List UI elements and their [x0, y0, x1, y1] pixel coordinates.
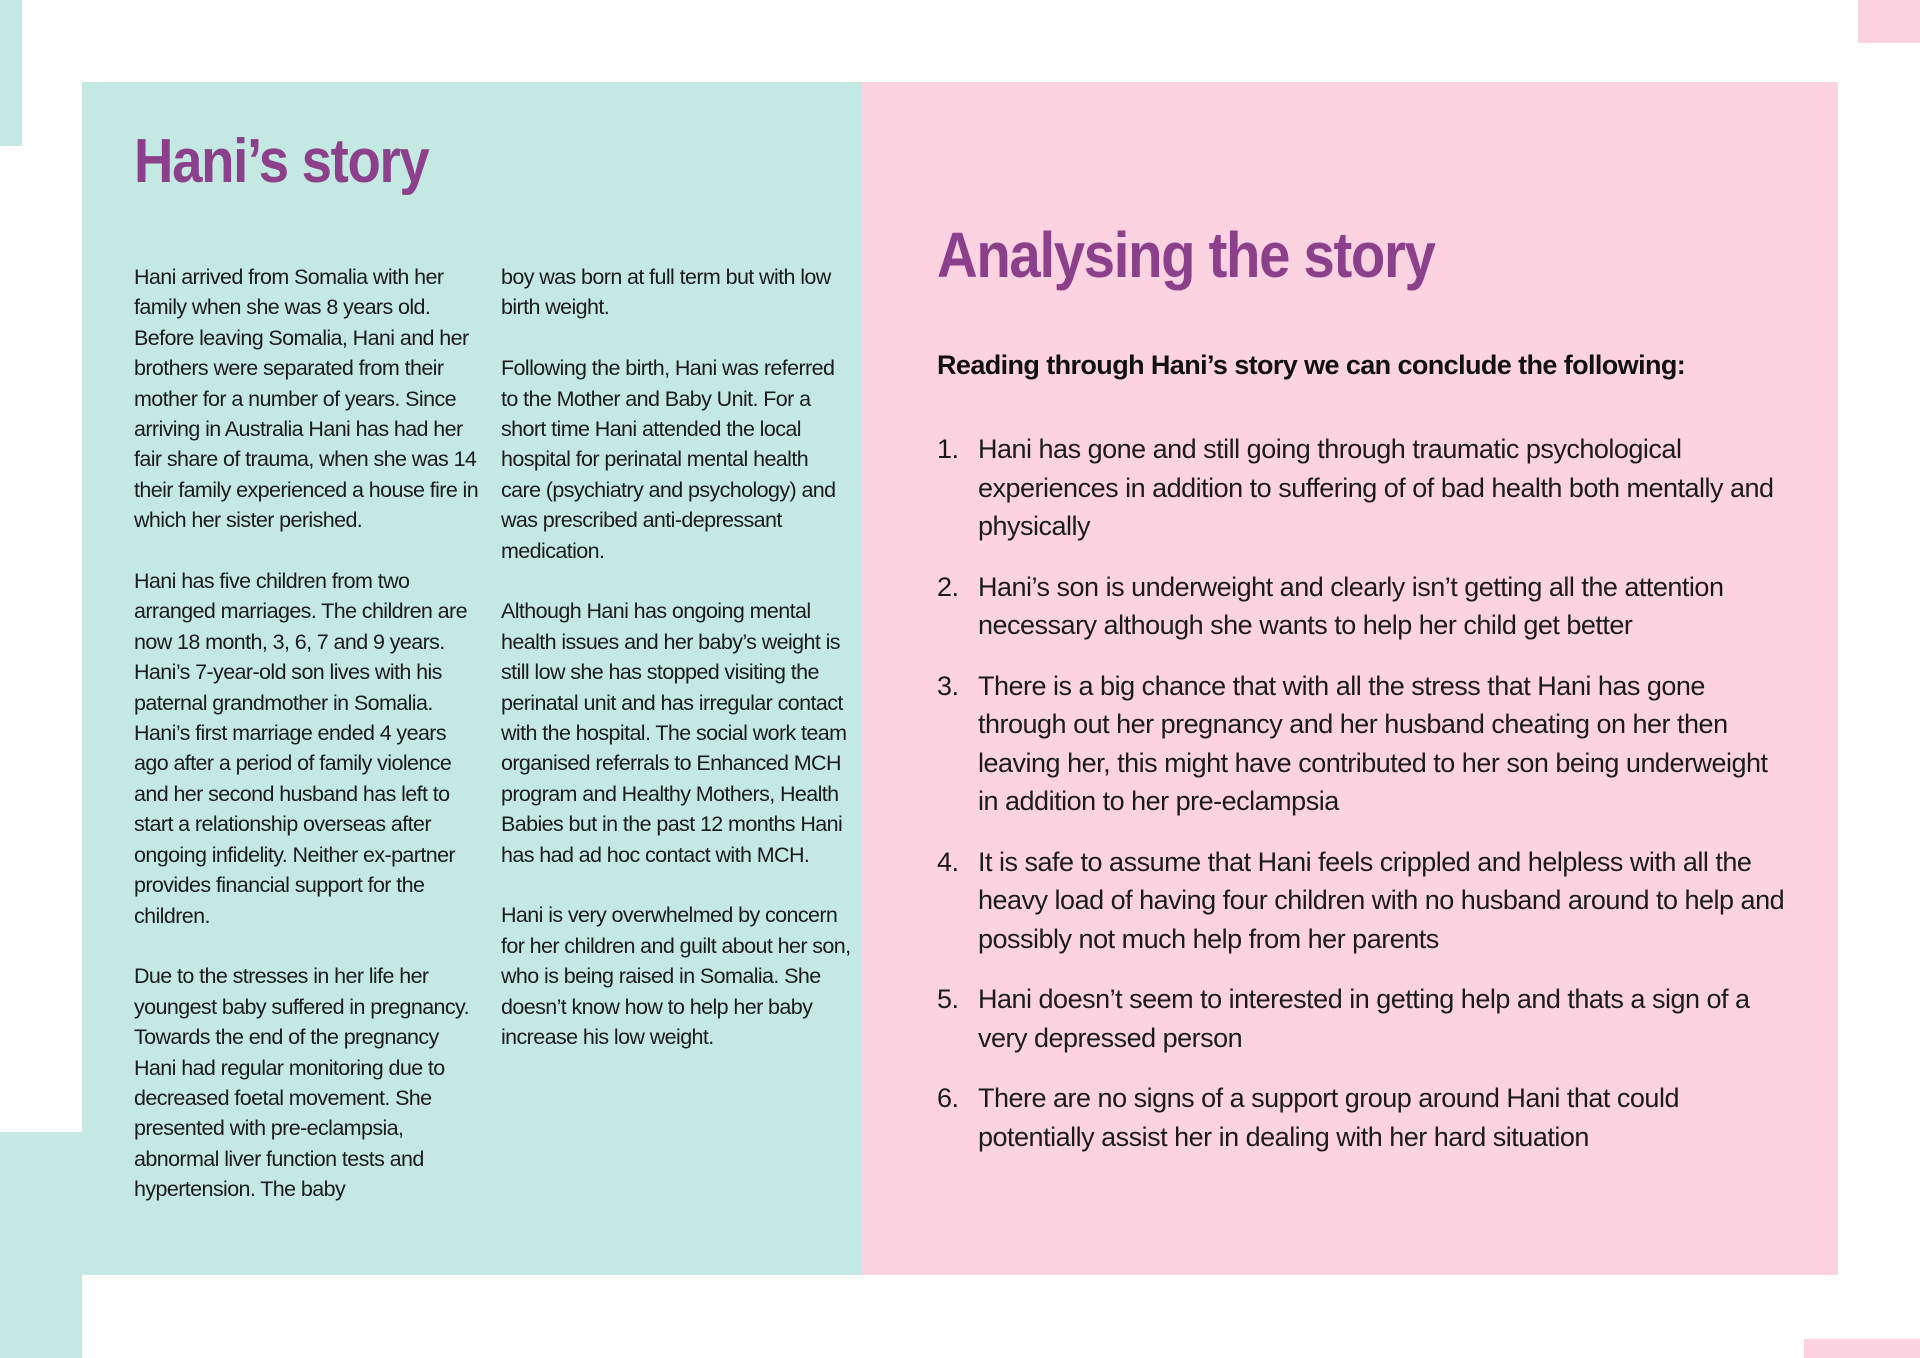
story-paragraph: Due to the stresses in her life her youngest baby suffered in pregnancy. Towards the end of the pregnancy Hani had regular monitoring due to decreased foetal movement. She presented with pre-eclampsia, abnormal liver function tests and hypertension. The baby [134, 964, 469, 1202]
story-paragraph: boy was born at full term but with low birth weight. [501, 265, 831, 320]
story-paragraph: Hani arrived from Somalia with her family when she was 8 years old. Before leaving Somalia, Hani and her brothers were separated from their mother for a number of years. Since arriving in Australia Hani has had her fair share of trauma, when she was 14 their family experienced a house fire in which her sister perished. [134, 265, 479, 533]
story-column-1 [134, 262, 484, 1235]
story-paragraph: Following the birth, Hani was referred to the Mother and Baby Unit. For a short time Hani attended the local hospital for perinatal mental health care (psychiatry and psychology) and was prescribed anti-depressant medication. [501, 356, 836, 563]
decorative-mint-block-bottom [0, 1132, 82, 1358]
conclusion-text: It is safe to assume that Hani feels crippled and helpless with all the heavy load of having four children with no husband around to help and possibly not much help from her parents [978, 846, 1785, 954]
conclusion-item [937, 1079, 1787, 1156]
analysis-title: Analysing the story [937, 219, 1435, 291]
story-title: Hani’s story [134, 127, 429, 196]
decorative-pink-strip-bottom [1804, 1339, 1920, 1358]
conclusion-text: There are no signs of a support group around Hani that could potentially assist her in dealing with her hard situation [978, 1083, 1679, 1152]
conclusion-number: 6. [937, 1083, 959, 1113]
conclusion-number: 4. [937, 846, 959, 877]
story-column-2 [501, 262, 851, 1083]
conclusion-item [937, 843, 1787, 959]
story-panel [82, 82, 862, 1275]
conclusion-item [937, 980, 1787, 1057]
analysis-intro: Reading through Hani’s story we can conclude the following: [937, 350, 1686, 380]
conclusion-text: Hani doesn’t seem to interested in getting help and thats a sign of a very depressed person [978, 984, 1750, 1053]
decorative-mint-strip-top [0, 0, 22, 146]
conclusion-number: 2. [937, 571, 959, 602]
analysis-panel [862, 82, 1838, 1275]
story-paragraph: Hani has five children from two arranged marriages. The children are now 18 month, 3, 6, 7 and 9 years. Hani’s 7-year-old son lives with his paternal grandmother in Somalia. Hani’s first marriage ended 4 years ago after a period of family violence and her second husband has left to start a relationship overseas after ongoing infidelity. Neither ex-partner provides financial support for the children. [134, 569, 467, 928]
conclusion-number: 1. [937, 434, 959, 464]
story-paragraph: Hani is very overwhelmed by concern for her children and guilt about her son, who is being raised in Somalia. She doesn’t know how to help her baby increase his low weight. [501, 903, 851, 1050]
conclusion-number: 3. [937, 670, 959, 701]
conclusion-item [937, 430, 1787, 546]
conclusion-text: Hani’s son is underweight and clearly isn’t getting all the attention necessary although she wants to help her child get better [978, 571, 1724, 640]
conclusion-item [937, 667, 1787, 821]
conclusion-text: Hani has gone and still going through traumatic psychological experiences in addition to suffering of of bad health both mentally and physically [978, 434, 1774, 541]
conclusion-number: 5. [937, 984, 959, 1014]
decorative-pink-block-top [1858, 0, 1920, 43]
story-paragraph: Although Hani has ongoing mental health issues and her baby’s weight is still low she has stopped visiting the perinatal unit and has irregular contact with the hospital. The social work team organised referrals to Enhanced MCH program and Healthy Mothers, Health Babies but in the past 12 months Hani has had ad hoc contact with MCH. [501, 599, 847, 867]
conclusion-text: There is a big chance that with all the stress that Hani has gone through out her pregnancy and her husband cheating on her then leaving her, this might have contributed to her son being underweight in addition to her pre-eclampsia [978, 670, 1768, 816]
conclusion-item [937, 568, 1787, 645]
conclusion-list [937, 430, 1787, 1178]
